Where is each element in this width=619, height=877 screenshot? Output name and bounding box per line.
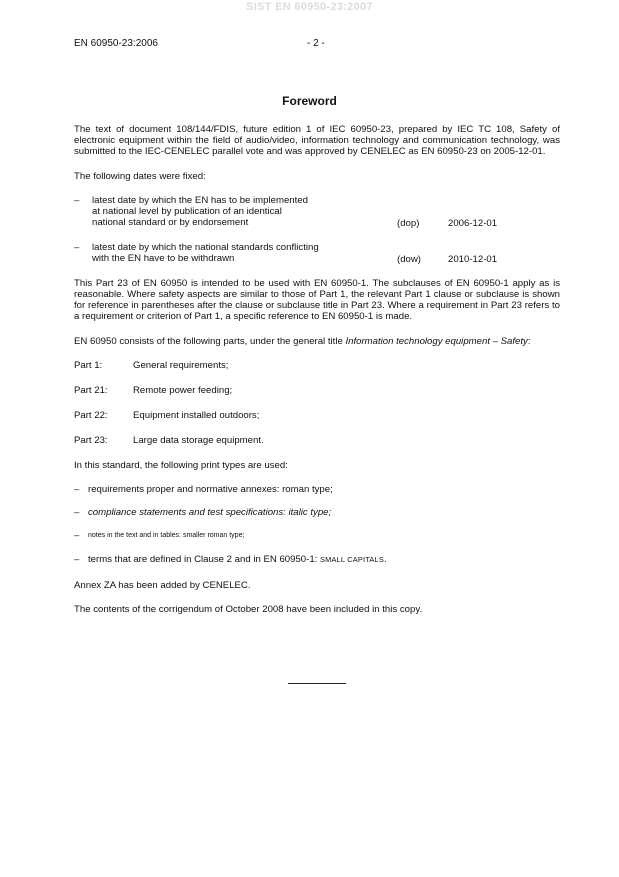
part-row xyxy=(74,385,560,397)
part-title: General requirements; xyxy=(133,359,229,371)
print-type-roman: requirements proper and normative annexes: roman type; xyxy=(88,484,333,496)
dates-list xyxy=(74,195,560,265)
intro-paragraph: The text of document 108/144/FDIS, future edition 1 of IEC 60950-23, prepared by IEC TC 108, Safety of electronic equipment within the field of audio/video, information technology and communication technology, was submitted to the IEC-CENELEC parallel vote and was approved by CENELEC as EN 60950-23 on 2005-12-01. xyxy=(74,124,560,158)
part-label: Part 1: xyxy=(74,359,103,371)
dates-intro: The following dates were fixed: xyxy=(74,170,206,182)
part-title: Remote power feeding; xyxy=(133,384,233,396)
print-type-item xyxy=(74,507,560,518)
watermark: SIST EN 60950-23:2007 xyxy=(246,1,373,13)
small-capitals-text: SMALL CAPITALS xyxy=(320,554,384,564)
part-row xyxy=(74,410,560,422)
corrigendum-paragraph: The contents of the corrigendum of October 2008 have been included in this copy. xyxy=(74,604,423,616)
page-number: - 2 - xyxy=(307,38,325,49)
list-dash: – xyxy=(74,530,80,542)
part-row xyxy=(74,360,560,372)
print-type-italic: compliance statements and test specifications: italic type; xyxy=(88,507,332,519)
date-abbreviation: (dow) xyxy=(397,253,421,265)
part23-paragraph: This Part 23 of EN 60950 is intended to be used with EN 60950-1. The subclauses of EN 60950-1 apply as is reasonable. Where safety aspects are similar to those of Part 1, the relevant Part 1 clause or subclause is shown for reference in parentheses after the clause or subclause title in Part 23. Where a requirement in Part 23 refers to a requirement or criterion of Part 1, a specific reference to EN 60950-1 is made. xyxy=(74,277,560,323)
date-text-line: latest date by which the national standards conflicting xyxy=(92,241,319,253)
general-title: Information technology equipment – Safety xyxy=(345,335,528,347)
parts-intro-colon: : xyxy=(527,335,531,347)
date-text-line: at national level by publication of an identical xyxy=(92,206,282,218)
date-text-line: latest date by which the EN has to be implemented xyxy=(92,194,308,206)
list-dash: – xyxy=(74,484,80,496)
foreword-body xyxy=(74,124,560,615)
page-title: Foreword xyxy=(282,94,337,108)
date-value: 2010-12-01 xyxy=(448,253,498,265)
date-abbreviation: (dop) xyxy=(397,217,420,229)
print-type-smallcaps xyxy=(74,554,560,565)
part-title: Large data storage equipment. xyxy=(133,434,264,446)
date-value: 2006-12-01 xyxy=(448,217,498,229)
part-label: Part 23: xyxy=(74,434,108,446)
list-dash: – xyxy=(74,241,80,253)
print-types-intro: In this standard, the following print types are used: xyxy=(74,459,288,471)
date-item-dop xyxy=(74,195,560,229)
date-item-dow xyxy=(74,242,560,265)
part-title: Equipment installed outdoors; xyxy=(133,409,260,421)
list-dash: – xyxy=(74,194,80,206)
date-item-text xyxy=(92,242,352,264)
print-type-end: . xyxy=(384,553,387,565)
print-type-item xyxy=(74,554,560,565)
print-type-item xyxy=(74,484,560,495)
part-label: Part 21: xyxy=(74,384,108,396)
part-label: Part 22: xyxy=(74,409,108,421)
parts-intro-text: EN 60950 consists of the following parts, under the general title xyxy=(74,335,346,347)
date-text-line: national standard or by endorsement xyxy=(92,217,249,229)
date-text-line: with the EN have to be withdrawn xyxy=(92,253,235,265)
print-type-text: terms that are defined in Clause 2 and in EN 60950-1: xyxy=(88,553,320,565)
date-item-text xyxy=(92,195,352,229)
parts-intro xyxy=(74,336,560,347)
end-rule xyxy=(288,683,346,684)
print-type-item xyxy=(74,530,560,541)
print-type-small: notes in the text and in tables: smaller roman type; xyxy=(88,532,245,540)
document-id: EN 60950-23:2006 xyxy=(74,38,158,49)
annex-paragraph: Annex ZA has been added by CENELEC. xyxy=(74,579,251,591)
part-row xyxy=(74,435,560,447)
list-dash: – xyxy=(74,553,80,565)
list-dash: – xyxy=(74,507,80,519)
